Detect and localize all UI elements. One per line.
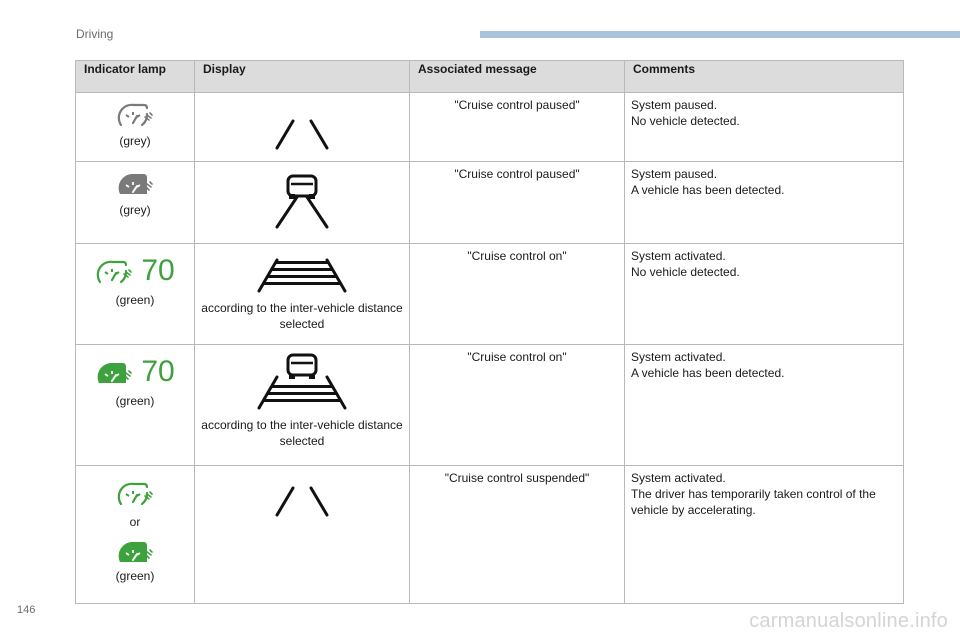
display-cell — [195, 162, 410, 244]
display-cell — [195, 466, 410, 604]
display-cell — [195, 244, 410, 345]
display-cell — [195, 93, 410, 162]
header-display: Display — [195, 61, 410, 93]
display-cell — [195, 345, 410, 466]
comment-cell — [625, 345, 904, 466]
message-cell: "Cruise control paused" — [410, 93, 625, 162]
comment-cell — [625, 162, 904, 244]
speedometer-outline-icon — [95, 256, 133, 286]
lamp-cell — [76, 162, 195, 244]
speed-value: 70 — [141, 254, 175, 287]
comment-cell — [625, 466, 904, 604]
table-row — [76, 244, 904, 345]
lamp-cell — [76, 93, 195, 162]
table-header-row — [76, 61, 904, 93]
lamp-color-caption: (grey) — [119, 134, 151, 148]
distance-bars-icon — [247, 254, 357, 294]
page-number: 146 — [17, 604, 36, 616]
comment-line: A vehicle has been detected. — [631, 366, 785, 380]
lamp-color-caption: (green) — [115, 394, 155, 408]
comment-line: A vehicle has been detected. — [631, 183, 785, 197]
lamp-cell — [76, 466, 195, 604]
display-note: according to the inter-vehicle distance selected — [201, 418, 403, 448]
comment-line: No vehicle detected. — [631, 114, 740, 128]
comment-line: System paused. — [631, 98, 718, 112]
lamp-cell — [76, 244, 195, 345]
lane-lines-icon — [247, 113, 357, 153]
or-caption: or — [129, 515, 141, 529]
message-cell: "Cruise control suspended" — [410, 466, 625, 604]
lamp-color-caption: (grey) — [119, 203, 151, 217]
speedometer-outline-icon — [116, 99, 154, 129]
message-cell: "Cruise control on" — [410, 345, 625, 466]
speed-value: 70 — [141, 355, 175, 388]
lamp-cell — [76, 345, 195, 466]
comment-cell — [625, 93, 904, 162]
comment-line: System activated. — [631, 471, 726, 485]
display-note: according to the inter-vehicle distance selected — [201, 301, 403, 331]
comment-line: System paused. — [631, 167, 718, 181]
header-accent-bar — [480, 31, 960, 38]
header-comments: Comments — [625, 61, 904, 93]
speedometer-car-icon — [116, 536, 154, 566]
speedometer-car-icon — [95, 357, 133, 387]
comment-cell — [625, 244, 904, 345]
header-associated-message: Associated message — [410, 61, 625, 93]
section-title: Driving — [76, 27, 114, 41]
comment-line: System activated. — [631, 350, 726, 364]
comment-line: The driver has temporarily taken control of the vehicle by accelerating. — [631, 487, 876, 517]
speedometer-outline-icon — [116, 478, 154, 508]
table-row — [76, 162, 904, 244]
message-cell: "Cruise control on" — [410, 244, 625, 345]
table-row — [76, 466, 904, 604]
header-indicator-lamp: Indicator lamp — [76, 61, 195, 93]
message-cell: "Cruise control paused" — [410, 162, 625, 244]
vehicle-in-lane-icon — [242, 172, 362, 232]
speedometer-car-icon — [116, 168, 154, 198]
lane-lines-icon — [247, 480, 357, 520]
comment-line: System activated. — [631, 249, 726, 263]
watermark: carmanualsonline.info — [749, 610, 948, 632]
lamp-color-caption: (green) — [115, 293, 155, 307]
comment-line: No vehicle detected. — [631, 265, 740, 279]
table-row — [76, 93, 904, 162]
lamp-color-caption: (green) — [115, 569, 155, 583]
indicator-table — [75, 60, 904, 604]
vehicle-distance-bars-icon — [247, 353, 357, 411]
table-row — [76, 345, 904, 466]
